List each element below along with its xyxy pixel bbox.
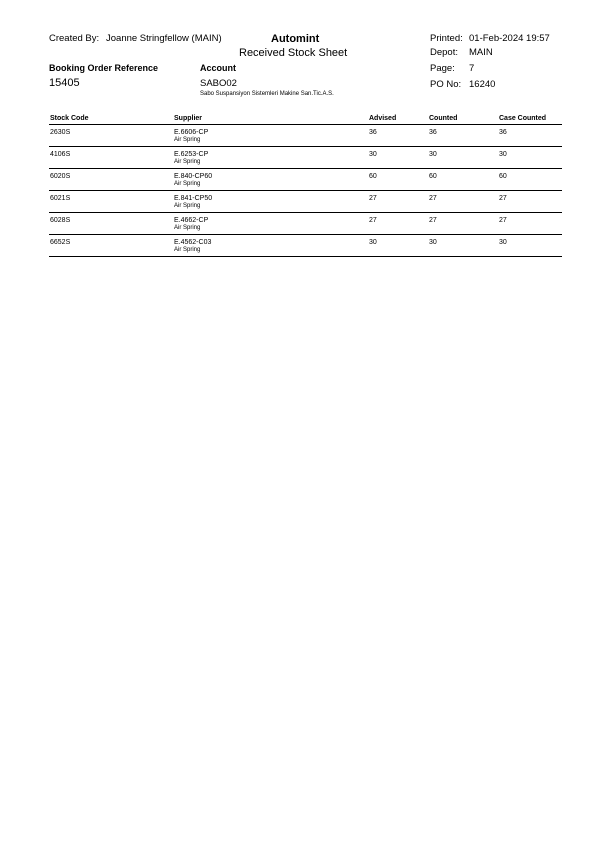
created-by-label: Created By: <box>49 33 100 44</box>
table-row <box>49 213 562 235</box>
counted-cell: 27 <box>429 217 437 224</box>
table-row <box>49 147 562 169</box>
stock-code-cell: 2630S <box>50 129 71 136</box>
case-counted-cell: 27 <box>499 217 507 224</box>
case-counted-cell: 30 <box>499 239 507 246</box>
document-title: Received Stock Sheet <box>239 47 348 59</box>
advised-cell: 27 <box>369 217 377 224</box>
table-row <box>49 169 562 191</box>
supplier-cell: E.6606-CP <box>174 129 209 136</box>
table-row <box>49 235 562 257</box>
supplier-cell: E.840-CP60 <box>174 173 213 180</box>
stock-code-cell: 6021S <box>50 195 71 202</box>
stock-code-cell: 4106S <box>50 151 71 158</box>
created-by-value: Joanne Stringfellow (MAIN) <box>106 33 222 44</box>
description-cell: Air Spring <box>174 247 201 253</box>
po-value: 16240 <box>469 79 496 90</box>
stock-code-cell: 6020S <box>50 173 71 180</box>
table-row <box>49 125 562 147</box>
description-cell: Air Spring <box>174 159 201 165</box>
booking-ref-value: 15405 <box>49 77 80 89</box>
table-row <box>49 191 562 213</box>
advised-cell: 36 <box>369 129 377 136</box>
case-counted-cell: 27 <box>499 195 507 202</box>
stock-code-cell: 6028S <box>50 217 71 224</box>
stock-code-cell: 6652S <box>50 239 71 246</box>
case-counted-cell: 60 <box>499 173 507 180</box>
description-cell: Air Spring <box>174 225 201 231</box>
account-code: SABO02 <box>200 78 237 89</box>
supplier-cell: E.841-CP50 <box>174 195 213 202</box>
advised-cell: 60 <box>369 173 377 180</box>
advised-cell: 30 <box>369 151 377 158</box>
counted-cell: 60 <box>429 173 437 180</box>
counted-cell: 36 <box>429 129 437 136</box>
column-header-stock-code: Stock Code <box>50 115 89 122</box>
account-label: Account <box>200 63 236 73</box>
supplier-cell: E.6253-CP <box>174 151 209 158</box>
supplier-cell: E.4562-C03 <box>174 239 212 246</box>
printed-value: 01-Feb-2024 19:57 <box>469 33 550 44</box>
advised-cell: 30 <box>369 239 377 246</box>
column-header-counted: Counted <box>429 115 458 122</box>
depot-value: MAIN <box>469 47 493 58</box>
page-value: 7 <box>469 63 475 74</box>
booking-ref-label: Booking Order Reference <box>49 63 159 73</box>
supplier-cell: E.4662-CP <box>174 217 209 224</box>
description-cell: Air Spring <box>174 181 201 187</box>
advised-cell: 27 <box>369 195 377 202</box>
column-header-supplier: Supplier <box>174 115 203 122</box>
po-label: PO No: <box>430 79 462 90</box>
case-counted-cell: 36 <box>499 129 507 136</box>
company-name: Automint <box>271 33 320 45</box>
case-counted-cell: 30 <box>499 151 507 158</box>
counted-cell: 30 <box>429 151 437 158</box>
description-cell: Air Spring <box>174 203 201 209</box>
depot-label: Depot: <box>430 47 458 58</box>
printed-label: Printed: <box>430 33 463 44</box>
counted-cell: 27 <box>429 195 437 202</box>
column-header-case-counted: Case Counted <box>499 115 547 122</box>
counted-cell: 30 <box>429 239 437 246</box>
page-label: Page: <box>430 63 455 74</box>
description-cell: Air Spring <box>174 137 201 143</box>
column-header-advised: Advised <box>369 115 397 122</box>
account-name: Sabo Suspansiyon Sistemleri Makine San.Tic.A.S. <box>200 91 334 97</box>
